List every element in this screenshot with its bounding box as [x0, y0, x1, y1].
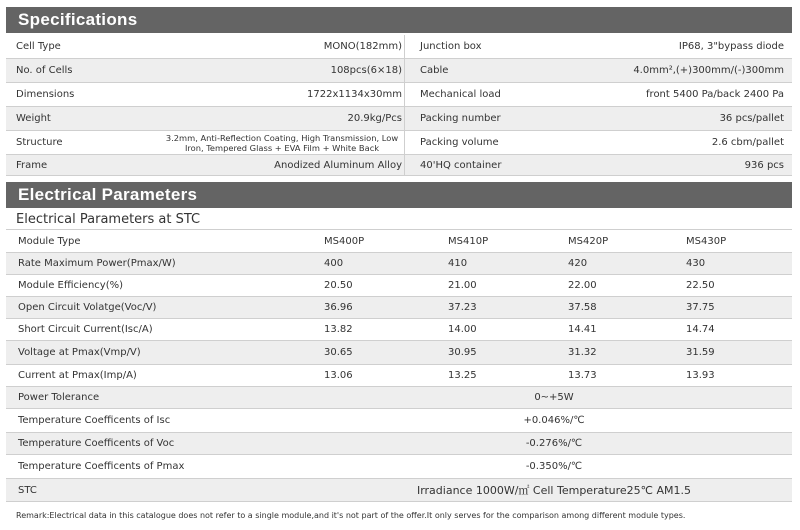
- row-label: Short Circuit Current(Isc/A): [18, 324, 153, 335]
- spec-value: front 5400 Pa/back 2400 Pa: [646, 89, 784, 100]
- row-label: Open Circuit Volatge(Voc/V): [18, 302, 157, 313]
- cell-value: 30.65: [324, 347, 353, 358]
- spec-row: [6, 83, 792, 107]
- table-row: [6, 275, 792, 297]
- spec-label: Cell Type: [16, 41, 61, 52]
- spec-row: [6, 35, 792, 59]
- table-row: [6, 433, 792, 455]
- cell-value: 21.00: [448, 280, 477, 291]
- cell-value: MS410P: [448, 236, 489, 247]
- row-label: STC: [18, 484, 37, 496]
- specifications-header: Specifications: [6, 7, 792, 33]
- column-divider: [404, 35, 405, 58]
- cell-value: 31.32: [568, 347, 597, 358]
- spec-label: Mechanical load: [420, 89, 501, 100]
- cell-value: 13.73: [568, 370, 597, 381]
- cell-value: -0.276%/℃: [525, 438, 583, 449]
- row-label: Voltage at Pmax(Vmp/V): [18, 347, 141, 358]
- spec-value: 2.6 cbm/pallet: [711, 137, 784, 148]
- spec-label: Cable: [420, 65, 449, 76]
- row-label: Temperature Coefficents of Isc: [18, 415, 171, 426]
- row-label: Module Efficiency(%): [18, 280, 124, 291]
- spec-label: No. of Cells: [16, 65, 73, 76]
- table-row: [6, 231, 792, 253]
- row-label: Temperature Coefficents of Pmax: [18, 461, 185, 472]
- spec-label: Weight: [16, 113, 51, 124]
- table-row: [6, 297, 792, 319]
- table-row: [6, 341, 792, 365]
- cell-value: 14.74: [686, 324, 715, 335]
- spec-row: [6, 131, 792, 155]
- row-label: Rate Maximum Power(Pmax/W): [18, 258, 176, 269]
- spec-label: Frame: [16, 159, 48, 171]
- cell-value: 13.25: [448, 370, 477, 381]
- spec-label: Dimensions: [16, 89, 75, 100]
- electrical-parameters-header: Electrical Parameters: [6, 182, 792, 208]
- spec-label: Structure: [16, 137, 63, 148]
- cell-value: MS400P: [324, 236, 365, 247]
- cell-value: MS430P: [686, 236, 727, 247]
- spec-row: [6, 155, 792, 176]
- table-row: [6, 253, 792, 275]
- cell-value: 420: [568, 258, 588, 269]
- row-label: Current at Pmax(Imp/A): [18, 370, 137, 381]
- spec-label: 40'HQ container: [420, 159, 502, 171]
- cell-value: 31.59: [686, 347, 715, 358]
- column-divider: [404, 107, 405, 130]
- cell-value: 13.93: [686, 370, 715, 381]
- spec-value: 108pcs(6×18): [330, 65, 402, 76]
- electrical-subtitle: Electrical Parameters at STC: [6, 209, 792, 230]
- cell-value: Irradiance 1000W/㎡ Cell Temperature25℃ AM1.5: [416, 484, 692, 497]
- spec-value: Anodized Aluminum Alloy: [274, 159, 402, 171]
- cell-value: 14.41: [568, 324, 597, 335]
- spec-value: MONO(182mm): [323, 41, 402, 52]
- table-row: [6, 365, 792, 387]
- table-row: [6, 387, 792, 409]
- spec-value: 936 pcs: [744, 159, 784, 171]
- spec-label: Packing volume: [420, 137, 499, 148]
- spec-value: 20.9kg/Pcs: [347, 113, 402, 124]
- table-row: [6, 319, 792, 341]
- cell-value: 14.00: [448, 324, 477, 335]
- cell-value: 430: [686, 258, 706, 269]
- spec-value: IP68, 3"bypass diode: [678, 41, 784, 52]
- cell-value: 37.58: [568, 302, 597, 313]
- row-label: Power Tolerance: [18, 392, 100, 403]
- cell-value: MS420P: [568, 236, 609, 247]
- cell-value: +0.046%/℃: [523, 415, 585, 426]
- spec-value: 1722x1134x30mm: [307, 89, 402, 100]
- cell-value: 20.50: [324, 280, 353, 291]
- spec-value: 4.0mm²,(+)300mm/(-)300mm: [633, 65, 784, 76]
- column-divider: [404, 155, 405, 175]
- cell-value: 37.75: [686, 302, 715, 313]
- cell-value: 400: [324, 258, 344, 269]
- cell-value: 37.23: [448, 302, 477, 313]
- cell-value: 36.96: [324, 302, 353, 313]
- cell-value: 22.00: [568, 280, 597, 291]
- table-row: [6, 455, 792, 479]
- column-divider: [404, 131, 405, 154]
- column-divider: [404, 83, 405, 106]
- spec-label: Packing number: [420, 113, 501, 124]
- cell-value: 13.06: [324, 370, 353, 381]
- row-label: Module Type: [18, 236, 81, 247]
- table-row: [6, 409, 792, 433]
- spec-label: Junction box: [420, 41, 482, 52]
- spec-value: 36 pcs/pallet: [719, 113, 784, 124]
- remark-note: Remark:Electrical data in this catalogue does not refer to a single module,and it's not part of the offer.It only serves for the comparison among different module types.: [16, 510, 686, 520]
- cell-value: 30.95: [448, 347, 477, 358]
- cell-value: -0.350%/℃: [525, 461, 583, 472]
- cell-value: 410: [448, 258, 468, 269]
- column-divider: [404, 59, 405, 82]
- spec-row: [6, 59, 792, 83]
- spec-row: [6, 107, 792, 131]
- cell-value: 22.50: [686, 280, 715, 291]
- spec-value: 3.2mm, Anti-Reflection Coating, High Transmission, Low Iron, Tempered Glass + EVA Film + White Back: [165, 132, 399, 153]
- cell-value: 13.82: [324, 324, 353, 335]
- row-label: Temperature Coefficents of Voc: [18, 438, 175, 449]
- cell-value: 0~+5W: [534, 392, 574, 403]
- table-row: [6, 479, 792, 502]
